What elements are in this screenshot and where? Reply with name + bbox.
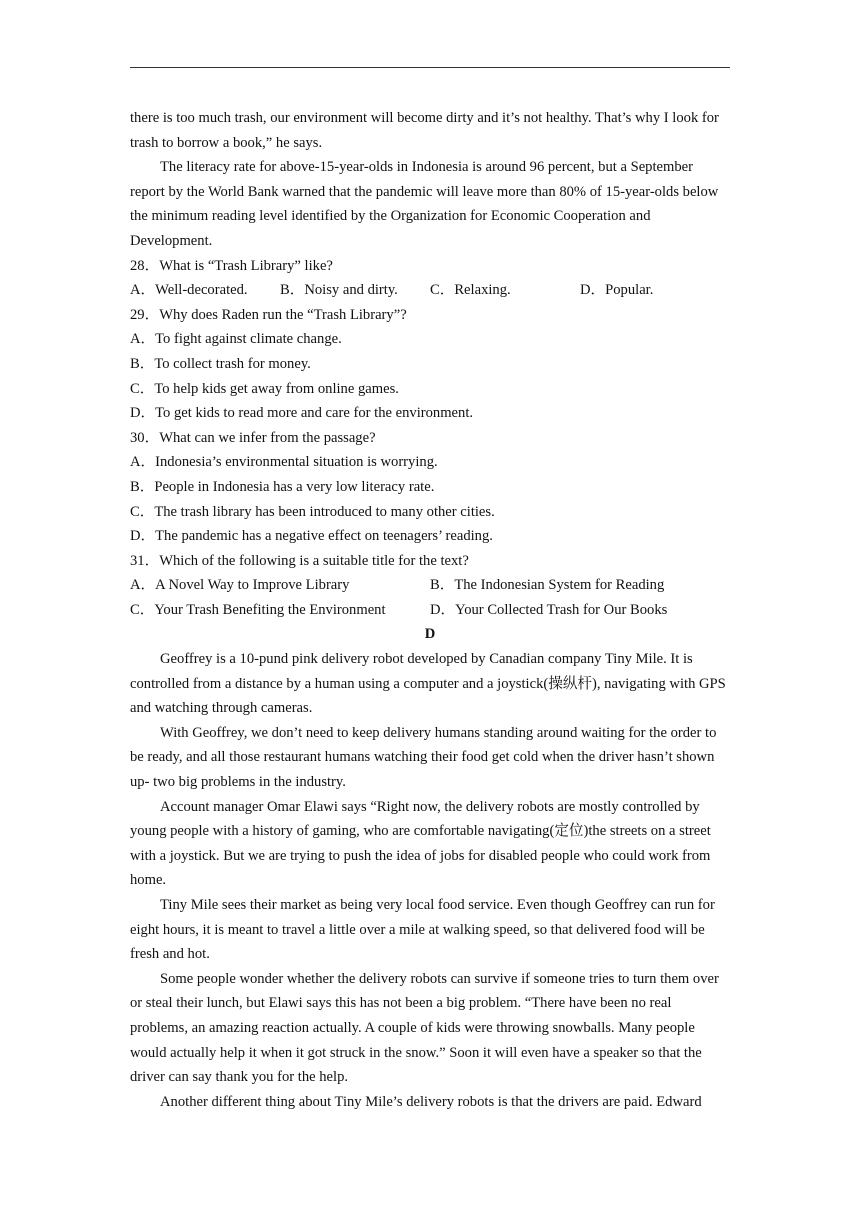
question-31-stem: 31．Which of the following is a suitable title for the text? — [130, 552, 469, 569]
section-heading: D — [424, 626, 436, 643]
paragraph: The literacy rate for above-15-year-olds in Indonesia is around 96 percent, but a September report by the World Bank warned that the pandemic will leave more than 80% of 15-year-olds below the minimum reading level identified by the Organization for Economic Cooperation and Development. — [130, 159, 719, 249]
header-rule — [130, 67, 730, 68]
question-31-options-row-1 — [130, 573, 730, 598]
option-d: D．Your Collected Trash for Our Books — [430, 601, 668, 618]
question-31-options-row-2 — [130, 598, 730, 623]
option-a: A．Well-decorated. — [130, 282, 248, 299]
option-c: C．Your Trash Benefiting the Environment — [130, 601, 386, 618]
option-a: A．Indonesia’s environmental situation is worrying. — [130, 454, 438, 471]
option-d: D．Popular. — [580, 282, 654, 299]
option-b: B．People in Indonesia has a very low literacy rate. — [130, 478, 435, 495]
page-content — [130, 106, 730, 1114]
option-a: A．A Novel Way to Improve Library — [130, 577, 350, 594]
paragraph: With Geoffrey, we don’t need to keep delivery humans standing around waiting for the order to be ready, and all those restaurant humans watching their food get cold when the driver hasn’t shown up- two big problems in the industry. — [130, 724, 717, 791]
option-d: D．To get kids to read more and care for the environment. — [130, 405, 474, 422]
paragraph: Geoffrey is a 10-pund pink delivery robot developed by Canadian company Tiny Mile. It is controlled from a distance by a human using a computer and a joystick(操纵杆), navigating with GPS and watching through cameras. — [130, 651, 726, 717]
option-a: A．To fight against climate change. — [130, 331, 342, 348]
option-c: C．The trash library has been introduced to many other cities. — [130, 503, 495, 520]
option-b: B．Noisy and dirty. — [280, 282, 398, 299]
option-c: C．Relaxing. — [430, 282, 511, 299]
paragraph: there is too much trash, our environment will become dirty and it’s not healthy. That’s why I look for trash to borrow a book,” he says. — [130, 110, 719, 151]
paragraph: Tiny Mile sees their market as being very local food service. Even though Geoffrey can run for eight hours, it is meant to travel a little over a mile at walking speed, so that delivered food will be fresh and hot. — [130, 897, 715, 963]
option-b: B．To collect trash for money. — [130, 355, 311, 372]
paragraph: Another different thing about Tiny Mile’s delivery robots is that the drivers are paid. Edward — [160, 1093, 702, 1110]
question-29-stem: 29．Why does Raden run the “Trash Library”? — [130, 306, 407, 323]
paragraph: Account manager Omar Elawi says “Right now, the delivery robots are mostly controlled by young people with a history of gaming, who are comfortable navigating(定位)the streets on a street with a joystick. But we are trying to push the idea of jobs for disabled people who could work from home. — [130, 798, 711, 889]
question-28-stem: 28．What is “Trash Library” like? — [130, 257, 333, 274]
option-b: B．The Indonesian System for Reading — [430, 577, 665, 594]
question-28-options — [130, 278, 730, 303]
option-d: D．The pandemic has a negative effect on teenagers’ reading. — [130, 528, 493, 545]
question-30-stem: 30．What can we infer from the passage? — [130, 429, 376, 446]
option-c: C．To help kids get away from online games. — [130, 380, 399, 397]
paragraph: Some people wonder whether the delivery robots can survive if someone tries to turn them over or steal their lunch, but Elawi says this has not been a big problem. “There have been no real problems, an amazing reaction actually. A couple of kids were throwing snowballs. Many people would actually help it when it got struck in the snow.” Soon it will even have a speaker so that the driver can say thank you for the help. — [130, 970, 719, 1086]
